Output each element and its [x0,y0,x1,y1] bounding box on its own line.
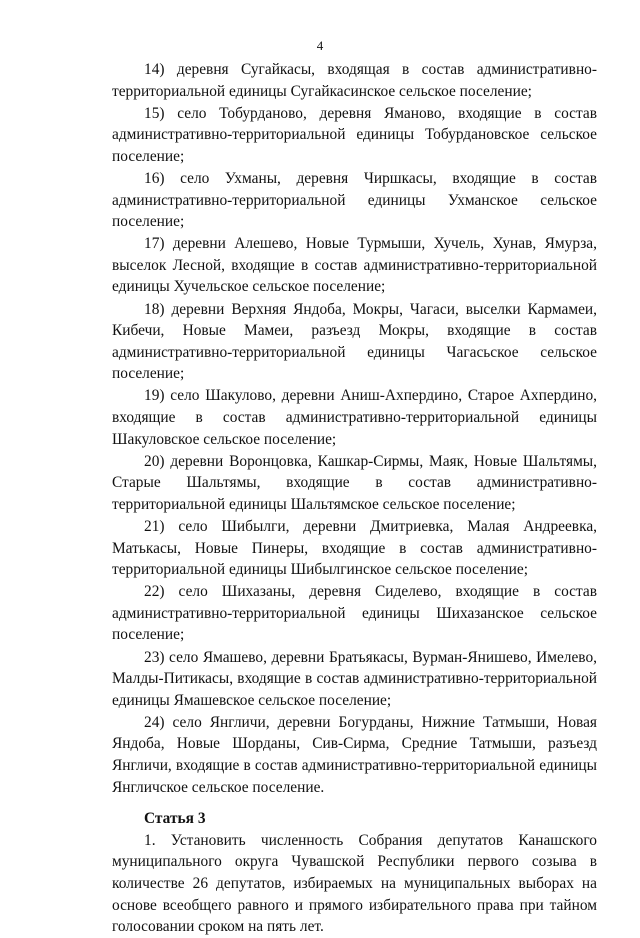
list-item-18: 18) деревни Верхняя Яндоба, Мокры, Чагаси, выселки Кармамеи, Кибечи, Новые Мамеи, разъезд Мокры, входящие в состав административно-территориальной единицы Чагасьское сельское поселение; [112,300,597,383]
article-heading: Статья 3 [144,810,206,828]
list-item-14: 14) деревня Сугайкасы, входящая в состав административно-территориальной единицы Сугайкасинское сельское поселение; [112,61,597,100]
list-item-19: 19) село Шакулово, деревни Аниш-Ахпердино, Старое Ахпердино, входящие в состав административно-территориальной единицы Шакуловское сельское поселение; [112,387,597,448]
list-item-22: 22) село Шихазаны, деревня Сиделево, входящие в состав административно-территориальной единицы Шихазанское сельское поселение; [112,583,597,644]
list-item-21: 21) село Шибылги, деревни Дмитриевка, Малая Андреевка, Матькасы, Новые Пинеры, входящие в состав административно-территориальной единицы Шибылгинское сельское поселение; [112,517,597,579]
document-body [112,59,597,938]
page-number: 4 [316,38,324,53]
list-item-24: 24) село Янгличи, деревни Богурданы, Нижние Татмыши, Новая Яндоба, Новые Шорданы, Сив-Сирма, Средние Татмыши, разъезд Янгличи, входящие в состав административно-территориальной единицы Янгличское сельское поселение. [112,713,597,796]
article-paragraph: 1. Установить численность Собрания депутатов Канашского муниципального округа Чувашской Республики первого созыва в количестве 26 депутатов, избираемых на муниципальных выборах на основе всеобщего равного и прямого избирательного права при тайном голосовании сроком на пять лет. [112,831,597,936]
list-item-17: 17) деревни Алешево, Новые Турмыши, Хучель, Хунав, Ямурза, выселок Лесной, входящие в состав административно-территориальной единицы Хучельское сельское поселение; [112,235,597,296]
list-item-20: 20) деревни Воронцовка, Кашкар-Сирмы, Маяк, Новые Шальтямы, Старые Шальтямы, входящие в состав административно-территориальной единицы Шальтямское сельское поселение; [112,452,597,513]
list-item-16: 16) село Ухманы, деревня Чиршкасы, входящие в состав административно-территориальной единицы Ухманское сельское поселение; [112,169,597,231]
list-item-15: 15) село Тобурданово, деревня Яманово, входящие в состав административно-территориальной единицы Тобурдановское сельское поселение; [112,104,597,165]
list-item-23: 23) село Ямашево, деревни Братьякасы, Вурман-Янишево, Имелево, Малды-Питикасы, входящие в состав административно-территориальной единицы Ямашевское сельское поселение; [112,648,597,709]
